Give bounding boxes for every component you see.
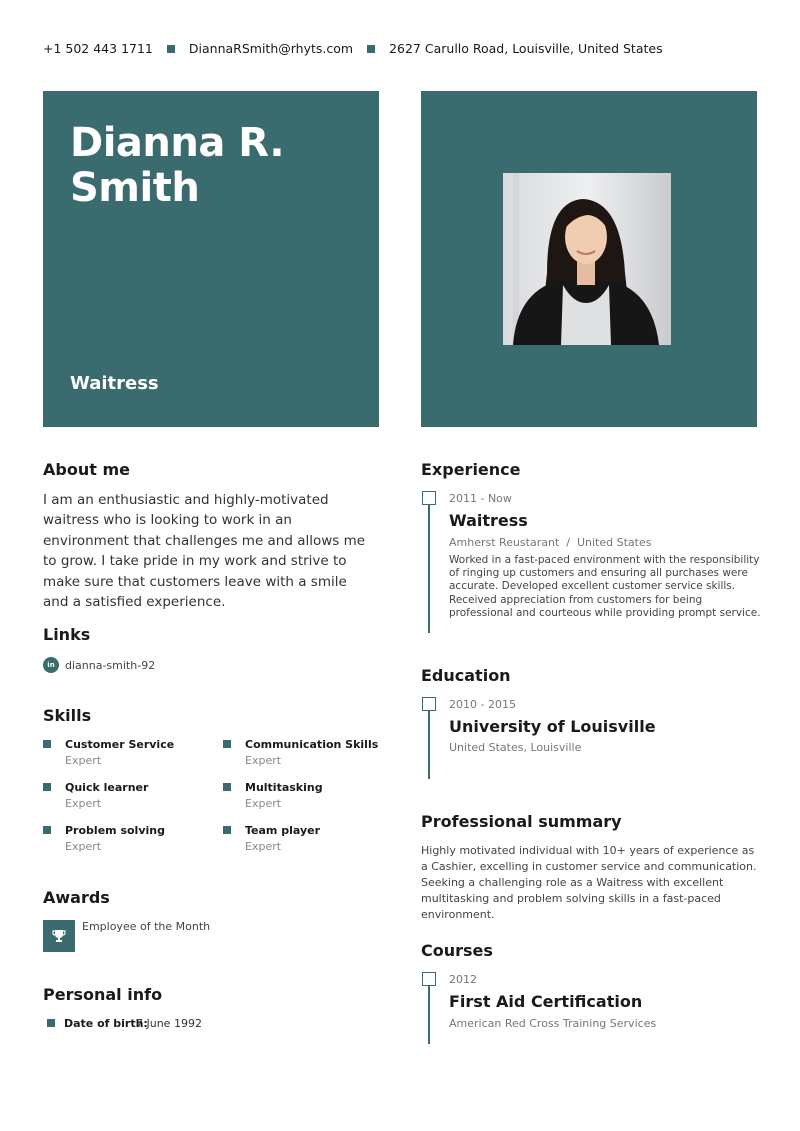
timeline-marker-icon <box>422 972 436 986</box>
timeline-line <box>428 703 430 779</box>
skill-name: Customer Service <box>65 738 175 751</box>
bullet-square-icon <box>223 826 231 834</box>
experience-description: Worked in a fast-paced environment with the responsibility of ringing up customers and ensuring all purchases were accurate. Developed excellent customer service skills. Received appreciation from customers for being professional and courteous while providing prompt service. <box>449 554 761 619</box>
linkedin-link[interactable] <box>43 657 155 673</box>
timeline-marker-icon <box>422 491 436 505</box>
timeline-line <box>428 978 430 1044</box>
trophy-icon <box>43 920 75 952</box>
skill-name: Problem solving <box>65 824 165 837</box>
course-provider: American Red Cross Training Services <box>449 1017 657 1030</box>
dob-value: 7 June 1992 <box>136 1017 202 1030</box>
skill-level: Expert <box>245 840 282 853</box>
name-panel <box>43 91 379 427</box>
timeline-line <box>428 497 430 633</box>
skill-name: Team player <box>245 824 321 837</box>
skill-name: Multitasking <box>245 781 323 794</box>
skill-level: Expert <box>65 840 102 853</box>
dob-label: Date of birth: <box>64 1017 148 1030</box>
courses-heading: Courses <box>421 941 493 960</box>
links-heading: Links <box>43 625 91 644</box>
photo-panel <box>421 91 757 427</box>
education-location: United States, Louisville <box>449 741 582 754</box>
skill-level: Expert <box>245 797 282 810</box>
timeline-marker-icon <box>422 697 436 711</box>
award-title: Employee of the Month <box>82 920 211 933</box>
course-date: 2012 <box>449 973 477 986</box>
awards-heading: Awards <box>43 888 110 907</box>
full-name <box>70 121 284 211</box>
bullet-square-icon <box>47 1019 55 1027</box>
bullet-square-icon <box>43 740 51 748</box>
linkedin-icon: in <box>43 657 59 673</box>
experience-heading: Experience <box>421 460 521 479</box>
skill-level: Expert <box>65 754 102 767</box>
street-address: 2627 Carullo Road, Louisville, United States <box>389 41 663 56</box>
personal-heading: Personal info <box>43 985 163 1004</box>
name-line-2: Smith <box>70 165 200 211</box>
bullet-square-icon <box>43 826 51 834</box>
separator-square-icon <box>167 45 175 53</box>
education-dates: 2010 - 2015 <box>449 698 516 711</box>
employer-name: Amherst Reustarant <box>449 536 560 549</box>
phone-number[interactable]: +1 502 443 1711 <box>43 41 153 56</box>
contact-bar <box>43 41 757 56</box>
bullet-square-icon <box>223 783 231 791</box>
email-address[interactable]: DiannaRSmith@rhyts.com <box>188 41 354 56</box>
experience-dates: 2011 - Now <box>449 492 512 505</box>
skill-level: Expert <box>65 797 102 810</box>
education-school: University of Louisville <box>449 717 656 736</box>
course-title: First Aid Certification <box>449 992 643 1011</box>
about-heading: About me <box>43 460 130 479</box>
education-heading: Education <box>421 666 511 685</box>
employer-separator: / <box>562 536 574 549</box>
employer-location: United States <box>576 536 652 549</box>
bullet-square-icon <box>223 740 231 748</box>
about-text: I am an enthusiastic and highly-motivated waitress who is looking to work in an environment that challenges me and allows me to grow. I take pride in my work and strive to make sure that customers leave with a smile and a satisfied experience. <box>43 492 366 611</box>
linkedin-handle[interactable]: dianna-smith-92 <box>65 658 156 672</box>
name-line-1: Dianna R. <box>70 120 285 166</box>
summary-heading: Professional summary <box>421 812 622 831</box>
skill-name: Quick learner <box>65 781 149 794</box>
profile-photo <box>503 173 671 345</box>
experience-employer <box>449 536 651 549</box>
skills-heading: Skills <box>43 706 92 725</box>
job-role: Waitress <box>70 373 159 394</box>
summary-text: Highly motivated individual with 10+ years of experience as a Cashier, excelling in customer service and communication. Seeking a challenging role as a Waitress with excellent multitasking and problem solving skills in a fast-paced environment. <box>421 844 757 921</box>
bullet-square-icon <box>43 783 51 791</box>
separator-square-icon <box>367 45 375 53</box>
skill-level: Expert <box>245 754 282 767</box>
experience-title: Waitress <box>449 511 528 530</box>
skill-name: Communication Skills <box>245 738 379 751</box>
